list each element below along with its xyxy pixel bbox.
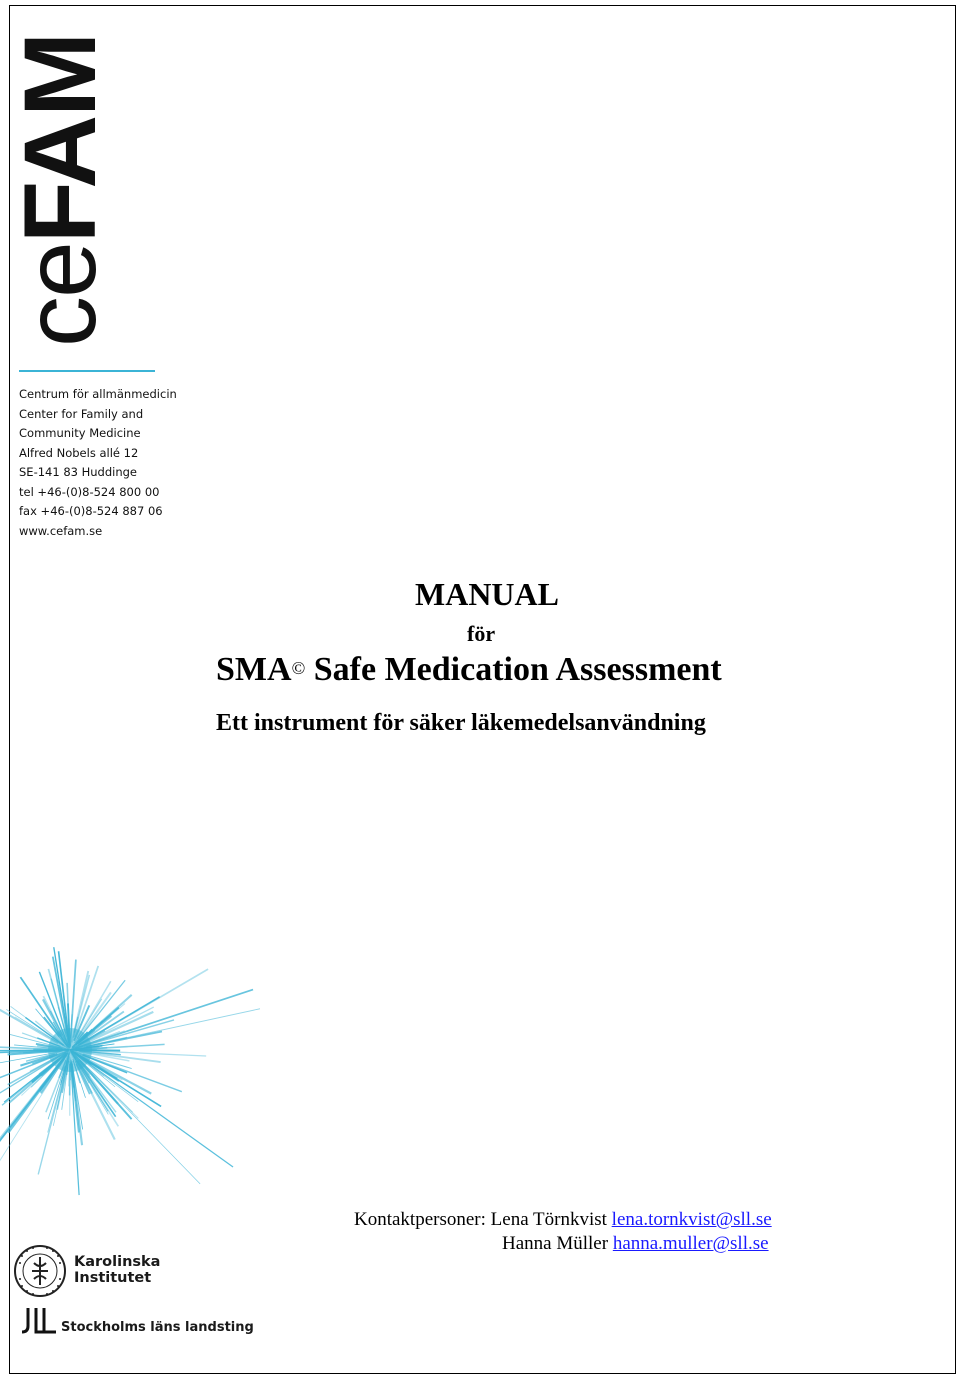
address-line: Centrum för allmänmedicin [19,387,177,401]
address-line: Alfred Nobels allé 12 [19,445,139,460]
karolinska-name [74,1254,160,1286]
spark-ray [79,1059,200,1183]
fax-line: fax +46-(0)8-524 887 06 [19,504,163,518]
contact-name: Lena Törnkvist [490,1209,607,1230]
for-word: för [467,621,496,646]
cefam-logo [3,22,117,347]
spark-ray [75,990,253,1049]
address-line: Center for Family and [19,406,144,421]
contact-line-1 [354,1208,772,1232]
ki-line-2: Institutet [74,1270,152,1286]
contact-name: Hanna Müller [502,1233,609,1254]
manual-heading: MANUAL [415,576,559,612]
sll-logo-icon [22,1308,56,1334]
sll-name: Stockholms läns landsting [61,1320,254,1335]
contacts-label: Kontaktpersoner: [354,1209,486,1230]
ki-line-1: Karolinska [74,1254,161,1270]
phone-line: tel +46-(0)8-524 800 00 [19,484,160,499]
logo-lowercase: ce [3,243,117,347]
address-line: SE-141 83 Huddinge [19,465,138,479]
document-title [216,648,722,692]
contact-email-link[interactable]: hanna.muller@sll.se [612,1233,769,1254]
logo-uppercase: FAM [3,33,117,244]
spark-core [48,1028,92,1072]
spark-ray [80,1055,152,1093]
address-block [19,385,177,541]
contact-line-2 [502,1232,769,1256]
spark-ray [81,1058,233,1167]
contact-email-link[interactable]: lena.tornkvist@sll.se [611,1209,772,1230]
document-subtitle: Ett instrument för säker läkemedelsanvändning [216,710,706,736]
copyright-symbol: © [291,658,306,678]
sparkle-graphic [0,900,260,1240]
sma-abbr: SMA [216,651,292,688]
logo-divider [19,370,155,372]
sma-fullname: Safe Medication Assessment [305,651,722,688]
address-line: Community Medicine [19,426,141,440]
website-link[interactable]: www.cefam.se [19,523,103,538]
